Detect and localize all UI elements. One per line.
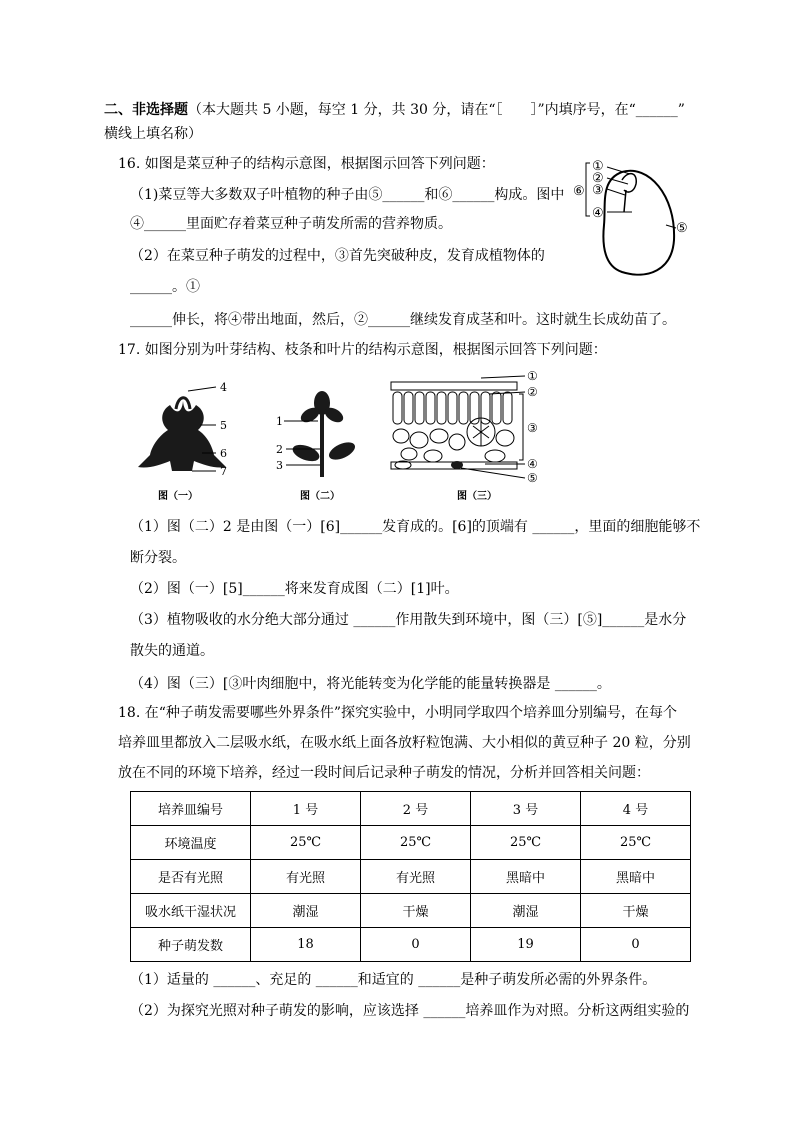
section-label-5: ⑤	[527, 471, 538, 485]
q16-part1-line1: （1)菜豆等大多数双子叶植物的种子由⑤______和⑥______构成。图中	[130, 187, 565, 203]
q18-stem-line2: 培养皿里都放入二层吸水纸，在吸水纸上面各放籽粒饱满、大小相似的黄豆种子 20 粒，分别	[118, 735, 691, 751]
table-cell: 黑暗中	[581, 860, 691, 894]
vein	[473, 418, 489, 446]
seed-label-4: ④	[592, 206, 604, 221]
q18-stem-line3: 放在不同的环境下培养，经过一段时间后记录种子萌发的情况，分析并回答相关问题：	[118, 765, 650, 781]
section-header	[104, 100, 685, 120]
seed-label-5: ⑤	[676, 221, 688, 236]
table-row	[131, 860, 691, 894]
table-cell: 环境温度	[131, 826, 251, 860]
q18-stem-line1: 18. 在“种子萌发需要哪些外界条件”探究实验中，小明同学取四个培养皿分别编号，在每个	[118, 705, 678, 721]
seed-label-2: ②	[592, 171, 604, 186]
branch-label-1: 1	[276, 415, 283, 428]
branch-label-2: 2	[276, 443, 283, 456]
table-cell: 有光照	[361, 860, 471, 894]
table-cell: 培养皿编号	[131, 792, 251, 826]
seed-label-3: ③	[592, 183, 604, 198]
fig1-caption: 图（一）	[158, 491, 198, 502]
table-cell: 是否有光照	[131, 860, 251, 894]
bud-label-4: 4	[220, 381, 227, 394]
q18-part1: （1）适量的 ______、充足的 ______和适宜的 ______是种子萌发所必需的外界条件。	[130, 972, 657, 988]
germination-table	[130, 791, 691, 962]
q18-part2: （2）为探究光照对种子萌发的影响，应该选择 ______培养皿作为对照。分析这两组实验的	[130, 1003, 690, 1019]
table-cell: 黑暗中	[471, 860, 581, 894]
table-row	[131, 792, 691, 826]
palisade-cells	[393, 392, 512, 424]
leaf-section-diagram	[385, 368, 550, 506]
q17-part4: （4）图（三）[③叶肉细胞中，将光能转变为化学能的能量转换器是 ______。	[130, 676, 611, 692]
seed-label-6: ⑥	[573, 184, 585, 199]
table-cell: 0	[361, 928, 471, 962]
table-cell: 有光照	[251, 860, 361, 894]
section-label-4: ④	[527, 457, 538, 471]
q17-part1-line2: 断分裂。	[130, 550, 186, 566]
leaf-bud-diagram	[130, 375, 245, 505]
table-cell: 吸水纸干湿状况	[131, 894, 251, 928]
section-title: 二、非选择题	[104, 102, 188, 118]
q16-part2-line2: ______。①	[130, 279, 200, 295]
spongy-cells	[393, 418, 514, 462]
section-label-2: ②	[527, 385, 538, 399]
seed-outline	[603, 171, 674, 275]
q17-stem: 17. 如图分别为叶芽结构、枝条和叶片的结构示意图，根据图示回答下列问题：	[118, 342, 607, 358]
table-cell: 0	[581, 928, 691, 962]
table-row	[131, 826, 691, 860]
q17-part2: （2）图（一）[5]______将来发育成图（二）[1]叶。	[130, 581, 459, 597]
q17-part3-line1: （3）植物吸收的水分绝大部分通过 ______作用散失到环境中，图（三）[⑤]______是水分	[130, 612, 687, 628]
table-cell: 潮湿	[251, 894, 361, 928]
table-row	[131, 894, 691, 928]
table-cell: 2 号	[361, 792, 471, 826]
table-cell: 25℃	[361, 826, 471, 860]
embryo-axis	[624, 190, 626, 212]
q16-part1-line2: ④______里面贮存着菜豆种子萌发所需的营养物质。	[130, 216, 452, 232]
q16-part2-line1: （2）在菜豆种子萌发的过程中，③首先突破种皮，发育成植物体的	[130, 248, 545, 264]
table-cell: 种子萌发数	[131, 928, 251, 962]
q17-part1-line1: （1）图（二）2 是由图（一）[6]______发育成的。[6]的顶端有 ______，里面的细胞能够不	[130, 519, 701, 535]
table-cell: 25℃	[471, 826, 581, 860]
table-cell: 19	[471, 928, 581, 962]
leaf-lower-left	[290, 442, 321, 465]
q16-part2-line3: ______伸长，将④带出地面，然后，②______继续发育成茎和叶。这时就生长成幼苗了。	[130, 312, 676, 328]
table-cell: 25℃	[251, 826, 361, 860]
section-label-3: ③	[527, 421, 538, 435]
section-instructions: （本大题共 5 小题，每空 1 分，共 30 分，请在“［ ］”内填序号，在“______”	[188, 102, 685, 118]
fig3-caption: 图（三）	[457, 491, 497, 502]
branch-label-3: 3	[276, 459, 283, 472]
bud-body	[138, 401, 226, 471]
table-cell: 干燥	[361, 894, 471, 928]
table-cell: 干燥	[581, 894, 691, 928]
table-cell: 18	[251, 928, 361, 962]
table-cell: 4 号	[581, 792, 691, 826]
section-label-1: ①	[527, 369, 538, 383]
section-instructions-cont: 横线上填名称）	[104, 126, 202, 142]
seed-label-1: ①	[592, 159, 604, 174]
branch-diagram	[272, 375, 367, 505]
table-cell: 3 号	[471, 792, 581, 826]
table-cell: 潮湿	[471, 894, 581, 928]
table-cell: 1 号	[251, 792, 361, 826]
bud-label-5: 5	[220, 419, 227, 432]
table-row	[131, 928, 691, 962]
bud-label-6: 6	[220, 447, 227, 460]
bean-seed-diagram	[570, 150, 690, 285]
table-cell: 25℃	[581, 826, 691, 860]
q16-stem: 16. 如图是菜豆种子的结构示意图，根据图示回答下列问题：	[118, 156, 495, 172]
fig2-caption: 图（二）	[300, 491, 340, 502]
q17-part3-line2: 散失的通道。	[130, 643, 214, 659]
bud-label-7: 7	[220, 465, 227, 478]
leaf-lower-right	[326, 439, 357, 464]
